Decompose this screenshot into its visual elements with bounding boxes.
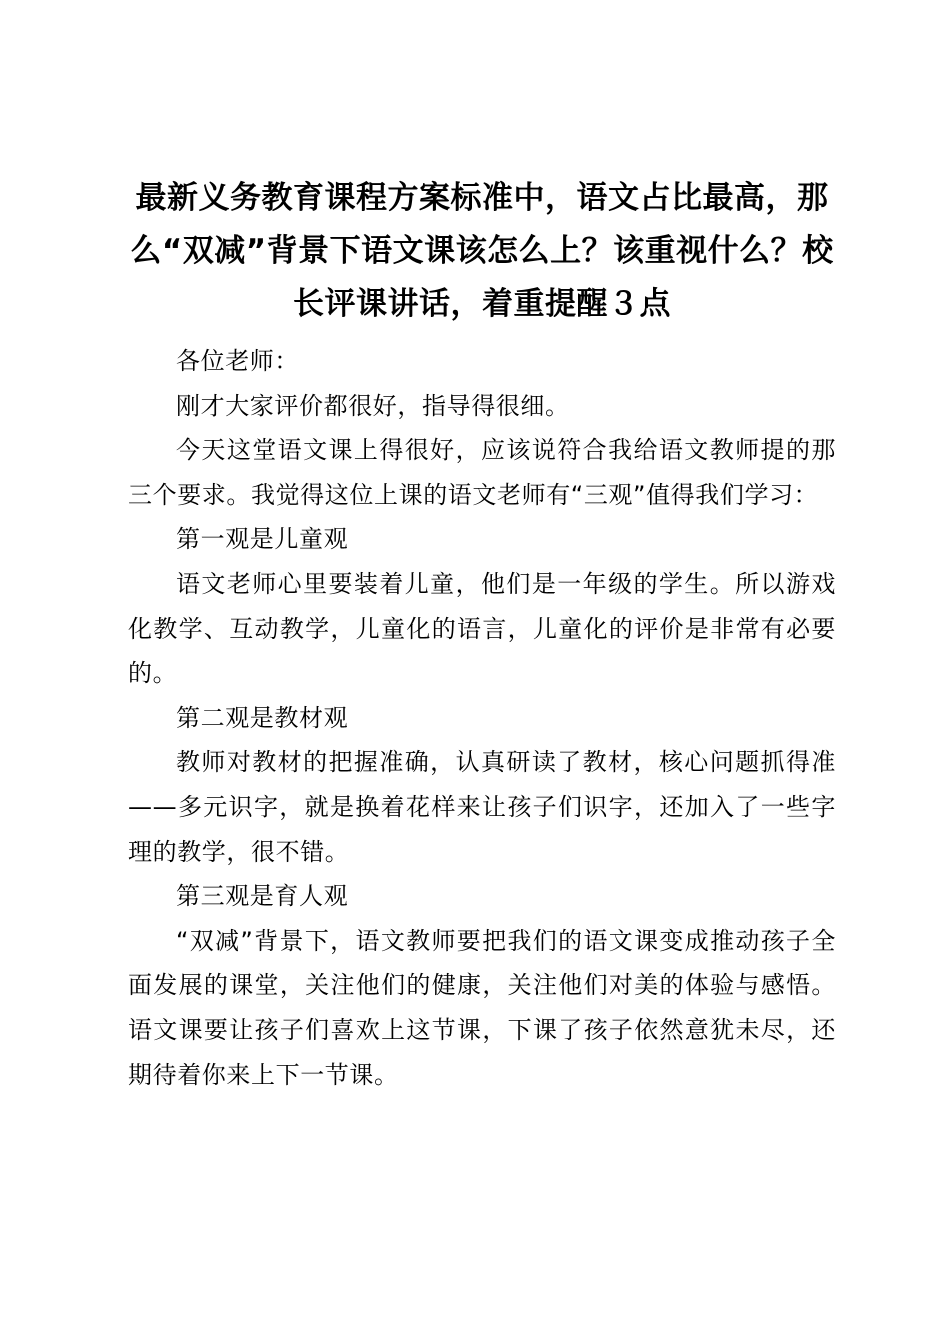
section-heading: 第一观是儿童观 (176, 525, 349, 554)
section-heading: 第三观是育人观 (176, 882, 349, 911)
paragraph: 教师对教材的把握准确，认真研读了教材，核心问题抓得准——多元识字，就是换着花样来让孩子们识字，还加入了一些字理的教学，很不错。 (128, 748, 836, 866)
paragraph: 今天这堂语文课上得很好，应该说符合我给语文教师提的那三个要求。我觉得这位上课的语文老师有“三观”值得我们学习： (128, 436, 836, 509)
document-page (128, 172, 836, 1097)
section-heading: 第二观是教材观 (176, 703, 349, 732)
paragraph: 语文老师心里要装着儿童，他们是一年级的学生。所以游戏化教学、互动教学，儿童化的语言，儿童化的评价是非常有必要的。 (128, 569, 836, 688)
salutation: 各位老师： (176, 347, 299, 375)
document-title: 最新义务教育课程方案标准中，语文占比最高，那么“双减”背景下语文课该怎么上？该重视什么？校长评课讲话，着重提醒３点 (130, 180, 834, 322)
paragraph: 刚才大家评价都很好，指导得很细。 (176, 391, 570, 420)
paragraph: “双减”背景下，语文教师要把我们的语文课变成推动孩子全面发展的课堂，关注他们的健康，关注他们对美的体验与感悟。语文课要让孩子们喜欢上这节课，下课了孩子依然意犹未尽，还期待着你来上下一节课。 (128, 926, 836, 1089)
